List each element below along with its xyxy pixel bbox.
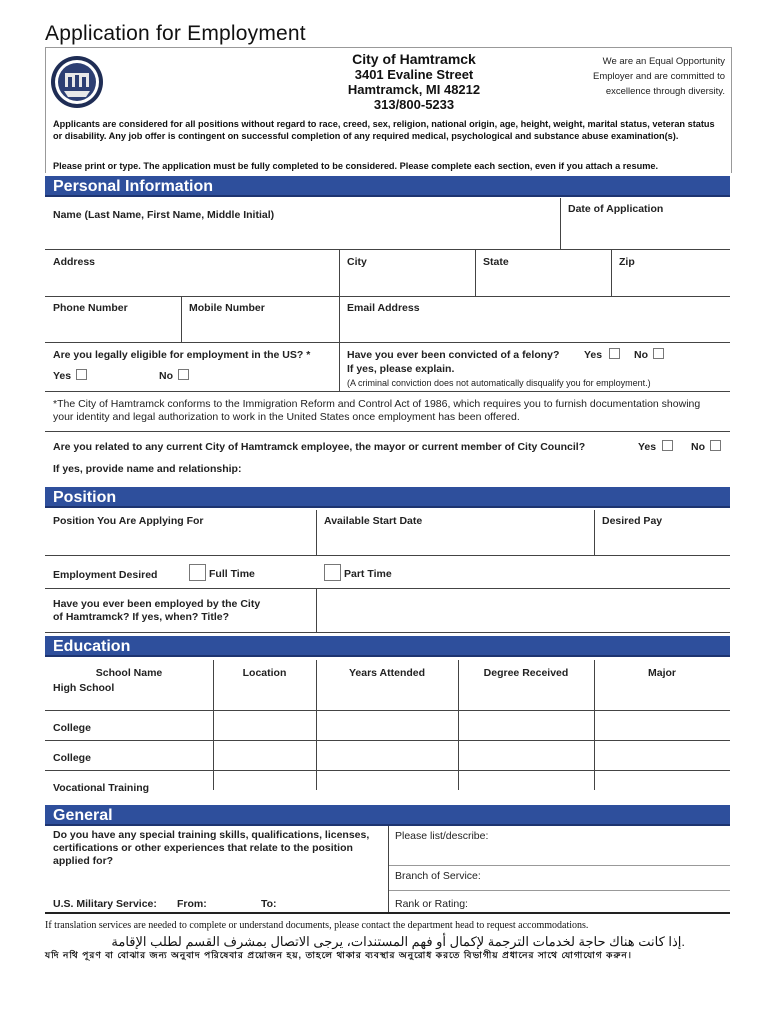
education-cell-field[interactable] bbox=[462, 680, 590, 704]
org-address-line1: 3401 Evaline Street bbox=[354, 67, 474, 82]
to-label: To: bbox=[261, 898, 277, 910]
education-cell-field[interactable] bbox=[598, 710, 726, 734]
felony-no-label: No bbox=[634, 349, 648, 361]
education-cell-field[interactable] bbox=[217, 710, 312, 734]
instructions: Please print or type. The application must be fully completed to be considered. Please complete each section, even if you attach a resume. bbox=[53, 161, 659, 171]
position-heading: Position bbox=[45, 487, 730, 508]
page-title: Application for Employment bbox=[45, 22, 306, 45]
org-phone: 313/800-5233 bbox=[373, 97, 455, 112]
eligibility-question: Are you legally eligible for employment in the US? * bbox=[53, 349, 311, 361]
personal-info-heading: Personal Information bbox=[45, 176, 730, 197]
zip-field[interactable] bbox=[619, 272, 725, 292]
divider bbox=[389, 865, 730, 866]
divider bbox=[389, 890, 730, 891]
military-label: U.S. Military Service: bbox=[53, 898, 157, 910]
translation-notice-bn: যদি নথি পূরণ বা বোঝার জন্য অনুবাদ পরিষেবার প্রয়োজন হয়, তাহলে থাকার ব্যবস্থার অনুরোধ করতে বিভাগীয় প্রধানের সাথে যোগাযোগ করুন। bbox=[45, 950, 632, 960]
eeo-line: We are an Equal Opportunity bbox=[602, 56, 725, 67]
skills-question: Do you have any special training skills, qualifications, licenses, certifications or other experiences that relate to the position applied for? bbox=[53, 829, 370, 867]
branch-label: Branch of Service: bbox=[395, 870, 481, 882]
education-cell-field[interactable] bbox=[217, 770, 312, 794]
eligible-yes-checkbox[interactable] bbox=[76, 369, 87, 380]
state-label: State bbox=[483, 256, 509, 268]
nondiscrimination-notice: Applicants are considered for all positions without regard to race, creed, sex, religion, national origin, age, height, weight, marital status, veteran status or disability. Any job offer is contingent on successful completion of any required medical, psychological and substance abuse examination(s). bbox=[53, 119, 715, 141]
eeo-line: Employer and are committed to bbox=[592, 71, 725, 82]
related-no-checkbox[interactable] bbox=[710, 440, 721, 451]
related-question: Are you related to any current City of Hamtramck employee, the mayor or current member of City Council? bbox=[53, 441, 586, 453]
full-time-label: Full Time bbox=[209, 568, 255, 580]
eeo-statement bbox=[560, 54, 725, 99]
divider bbox=[339, 250, 340, 296]
desired-pay-field[interactable] bbox=[602, 531, 726, 551]
education-cell-field[interactable] bbox=[320, 680, 454, 704]
org-address-block bbox=[300, 52, 528, 112]
related-yes-checkbox[interactable] bbox=[662, 440, 673, 451]
divider bbox=[316, 589, 317, 632]
education-cell-field[interactable] bbox=[598, 740, 726, 764]
education-cell-field[interactable] bbox=[217, 680, 312, 704]
education-cell-field[interactable] bbox=[462, 740, 590, 764]
education-column-header: Degree Received bbox=[483, 667, 569, 679]
phone-field[interactable] bbox=[53, 318, 175, 338]
felony-yes-checkbox[interactable] bbox=[609, 348, 620, 359]
translation-notice-en: If translation services are needed to complete or understand documents, please contact the department head to request accommodations. bbox=[45, 920, 589, 931]
rank-label: Rank or Rating: bbox=[395, 898, 468, 910]
date-field[interactable] bbox=[568, 220, 726, 246]
prior-employment-q1: Have you ever been employed by the City bbox=[53, 598, 261, 610]
city-label: City bbox=[347, 256, 367, 268]
start-date-label: Available Start Date bbox=[324, 515, 423, 527]
education-cell-field[interactable] bbox=[598, 770, 726, 794]
divider bbox=[45, 391, 730, 392]
education-row-label: High School bbox=[53, 682, 115, 694]
divider bbox=[611, 250, 612, 296]
zip-label: Zip bbox=[619, 256, 635, 268]
prior-employment-field[interactable] bbox=[324, 594, 725, 628]
education-cell-field[interactable] bbox=[217, 740, 312, 764]
divider bbox=[339, 343, 340, 391]
education-cell-field[interactable] bbox=[320, 710, 454, 734]
org-name: City of Hamtramck bbox=[352, 51, 476, 67]
phone-label: Phone Number bbox=[53, 302, 128, 314]
education-cell-field[interactable] bbox=[320, 740, 454, 764]
felony-question: Have you ever been convicted of a felony? bbox=[347, 349, 560, 361]
email-label: Email Address bbox=[347, 302, 420, 314]
part-time-checkbox[interactable] bbox=[324, 564, 341, 581]
education-column-header: School Name bbox=[95, 667, 163, 679]
eligible-yes-label: Yes bbox=[53, 370, 72, 382]
felony-explain-label: If yes, please explain. bbox=[347, 363, 455, 375]
desired-pay-label: Desired Pay bbox=[602, 515, 663, 527]
org-address-line2: Hamtramck, MI 48212 bbox=[347, 82, 481, 97]
felony-yes-label: Yes bbox=[584, 349, 603, 361]
list-describe-label: Please list/describe: bbox=[395, 830, 489, 842]
divider bbox=[594, 510, 595, 555]
general-heading: General bbox=[45, 805, 730, 826]
name-field[interactable] bbox=[53, 224, 553, 246]
related-field[interactable] bbox=[258, 460, 725, 478]
full-time-checkbox[interactable] bbox=[189, 564, 206, 581]
education-heading: Education bbox=[45, 636, 730, 657]
related-no-label: No bbox=[691, 441, 705, 453]
start-date-field[interactable] bbox=[324, 531, 588, 551]
mobile-label: Mobile Number bbox=[189, 302, 265, 314]
divider bbox=[45, 555, 730, 556]
eligible-no-label: No bbox=[159, 370, 173, 382]
education-column-header: Major bbox=[647, 667, 676, 679]
position-field[interactable] bbox=[53, 531, 310, 551]
divider bbox=[388, 826, 389, 914]
education-row-label: College bbox=[53, 752, 91, 764]
education-row-label: College bbox=[53, 722, 91, 734]
divider bbox=[45, 296, 730, 297]
education-cell-field[interactable] bbox=[598, 680, 726, 704]
education-column-header: Years Attended bbox=[348, 667, 426, 679]
divider bbox=[45, 588, 730, 589]
position-applying-label: Position You Are Applying For bbox=[53, 515, 204, 527]
translation-notice-ar: .إذا كانت هناك حاجة لخدمات الترجمة لإكمال أو فهم المستندات، يرجى الاتصال بمشرف القسم لطلب الإقامة bbox=[111, 934, 685, 949]
divider bbox=[181, 297, 182, 342]
prior-employment-q2: of Hamtramck? If yes, when? Title? bbox=[53, 611, 230, 623]
city-seal-icon bbox=[50, 53, 104, 111]
education-column-header: Location bbox=[242, 667, 287, 679]
employment-desired-label: Employment Desired bbox=[53, 569, 158, 581]
part-time-label: Part Time bbox=[344, 568, 392, 580]
divider bbox=[45, 632, 730, 633]
divider bbox=[339, 297, 340, 342]
eeo-line: excellence through diversity. bbox=[605, 86, 725, 97]
name-label: Name (Last Name, First Name, Middle Initial) bbox=[53, 209, 275, 221]
felony-note: (A criminal conviction does not automatically disqualify you for employment.) bbox=[347, 378, 651, 388]
education-row-label: Vocational Training bbox=[53, 782, 150, 794]
education-cell-field[interactable] bbox=[320, 770, 454, 794]
education-cell-field[interactable] bbox=[462, 710, 590, 734]
divider bbox=[45, 912, 730, 914]
related-followup-label: If yes, provide name and relationship: bbox=[53, 463, 242, 475]
eligible-no-checkbox[interactable] bbox=[178, 369, 189, 380]
address-field[interactable] bbox=[53, 272, 333, 292]
from-label: From: bbox=[177, 898, 207, 910]
felony-no-checkbox[interactable] bbox=[653, 348, 664, 359]
email-field[interactable] bbox=[347, 318, 725, 338]
related-yes-label: Yes bbox=[638, 441, 657, 453]
divider bbox=[45, 431, 730, 432]
date-label: Date of Application bbox=[568, 203, 664, 215]
address-label: Address bbox=[53, 256, 96, 268]
divider bbox=[316, 510, 317, 555]
divider bbox=[475, 250, 476, 296]
irca-note: *The City of Hamtramck conforms to the Immigration Reform and Control Act of 1986, which requires you to furnish documentation showing your identity and legal authorization to work in the United States once employment has been offered. bbox=[53, 398, 701, 423]
divider bbox=[560, 198, 561, 250]
divider bbox=[45, 249, 730, 250]
divider bbox=[45, 342, 730, 343]
city-field[interactable] bbox=[347, 272, 469, 292]
state-field[interactable] bbox=[483, 272, 605, 292]
education-cell-field[interactable] bbox=[462, 770, 590, 794]
mobile-field[interactable] bbox=[189, 318, 333, 338]
skills-field[interactable] bbox=[395, 845, 725, 865]
